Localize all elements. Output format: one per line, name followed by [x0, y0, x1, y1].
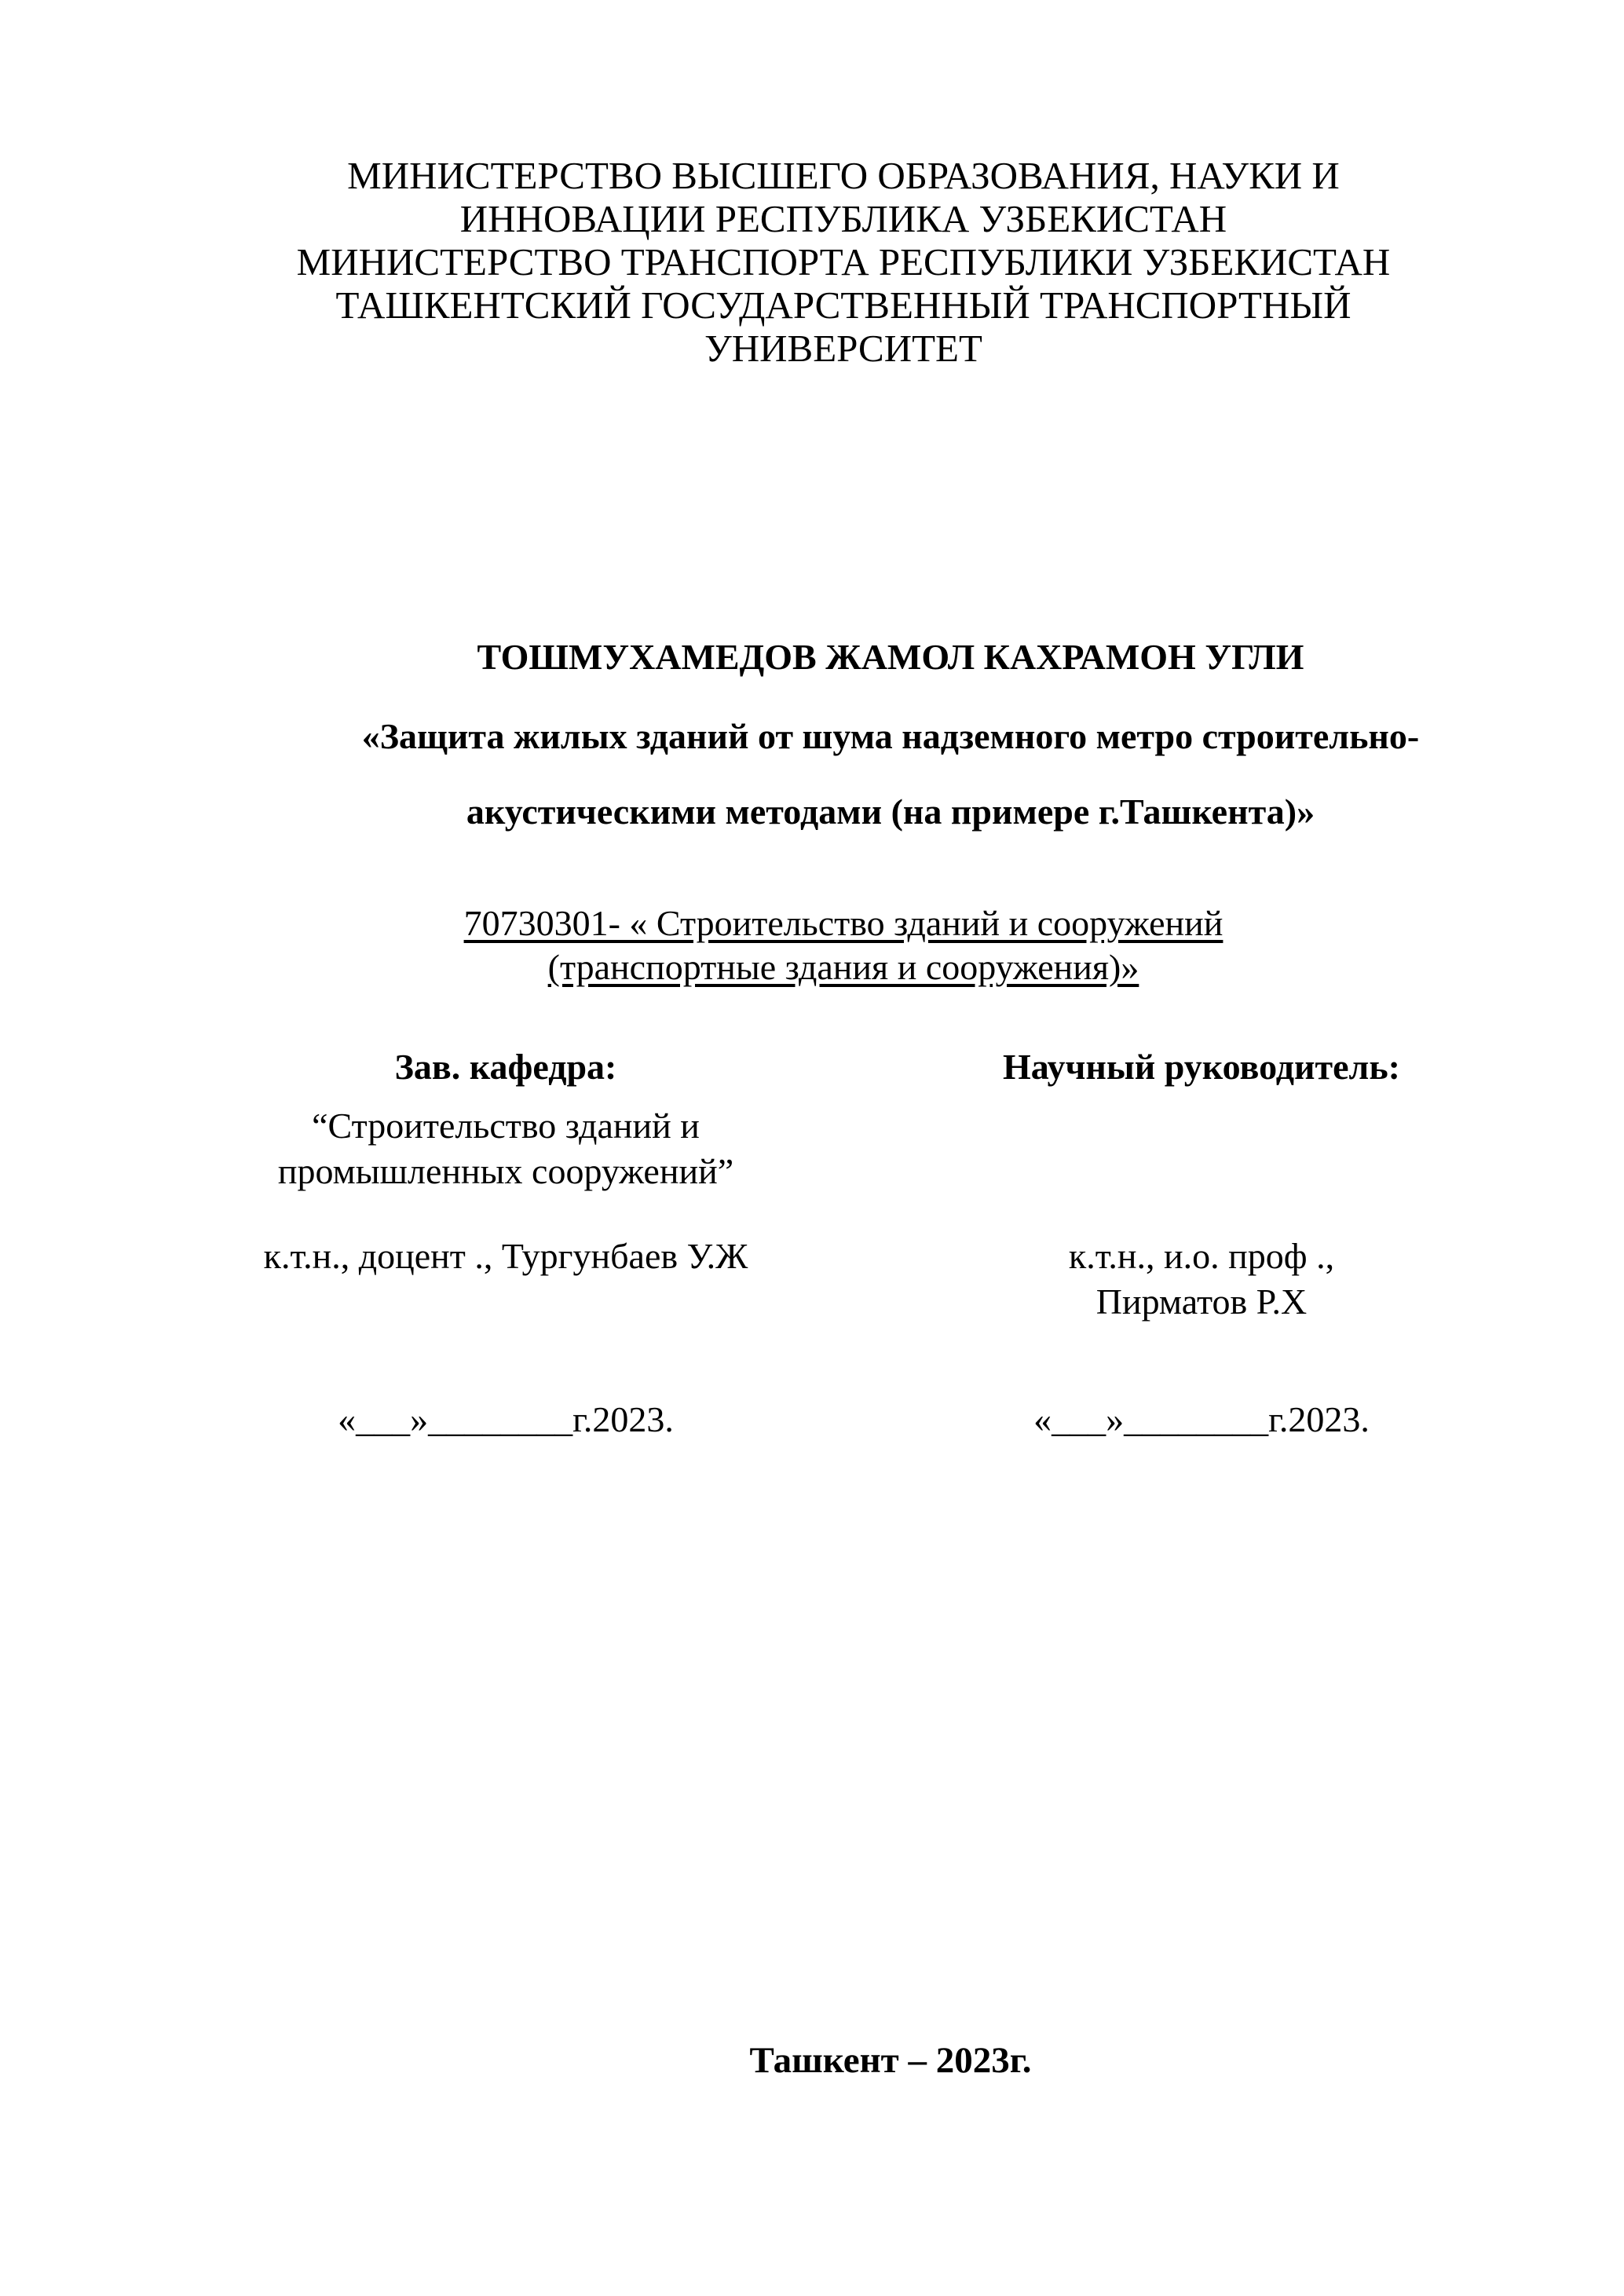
supervisor-label: Научный руководитель: [1003, 1047, 1400, 1087]
title-line-1: «Защита жилых зданий от шума надземного метро строительно- [361, 716, 1420, 756]
author-name: ТОШМУХАМЕДОВ ЖАМОЛ КАХРАМОН УГЛИ [477, 637, 1304, 677]
specialty-line-2 [184, 945, 1503, 989]
header-line-1: МИНИСТЕРСТВО ВЫСШЕГО ОБРАЗОВАНИЯ, НАУКИ И [347, 154, 1340, 197]
thesis-title [184, 699, 1597, 850]
specialty-line-1 [184, 901, 1503, 945]
title-line-2: акустическими методами (на примере г.Ташкента)» [466, 792, 1315, 832]
institution-header [184, 154, 1503, 370]
department-head-line-1: к.т.н., доцент ., Тургунбаев У.Ж [263, 1236, 748, 1276]
header-line-3: МИНИСТЕРСТВО ТРАНСПОРТА РЕСПУБЛИКИ УЗБЕКИСТАН [296, 240, 1391, 283]
specialty [184, 901, 1503, 989]
department-name [184, 1103, 828, 1194]
specialty-text-2: (транспортные здания и сооружения)» [547, 947, 1139, 987]
header-line-4: ТАШКЕНТСКИЙ ГОСУДАРСТВЕННЫЙ ТРАНСПОРТНЫЙ [335, 283, 1352, 327]
header-line-2: ИННОВАЦИИ РЕСПУБЛИКА УЗБЕКИСТАН [459, 197, 1227, 240]
specialty-text-1: 70730301- « Строительство зданий и сооружений [463, 903, 1223, 943]
department-line-2: промышленных сооружений” [277, 1151, 734, 1191]
department-head-person [184, 1234, 828, 1279]
supervisor-person [903, 1234, 1500, 1325]
supervisor-date: «___»________г.2023. [1033, 1399, 1370, 1439]
supervisor-line-2: Пирматов Р.Х [1095, 1281, 1308, 1322]
department-head-date: «___»________г.2023. [338, 1399, 674, 1439]
city-year: Ташкент – 2023г. [749, 2040, 1032, 2081]
supervisor-line-1: к.т.н., и.о. проф ., [1068, 1236, 1335, 1276]
department-head-label: Зав. кафедра: [394, 1047, 617, 1087]
header-line-5: УНИВЕРСИТЕТ [704, 327, 982, 370]
department-line-1: “Строительство зданий и [312, 1106, 700, 1146]
